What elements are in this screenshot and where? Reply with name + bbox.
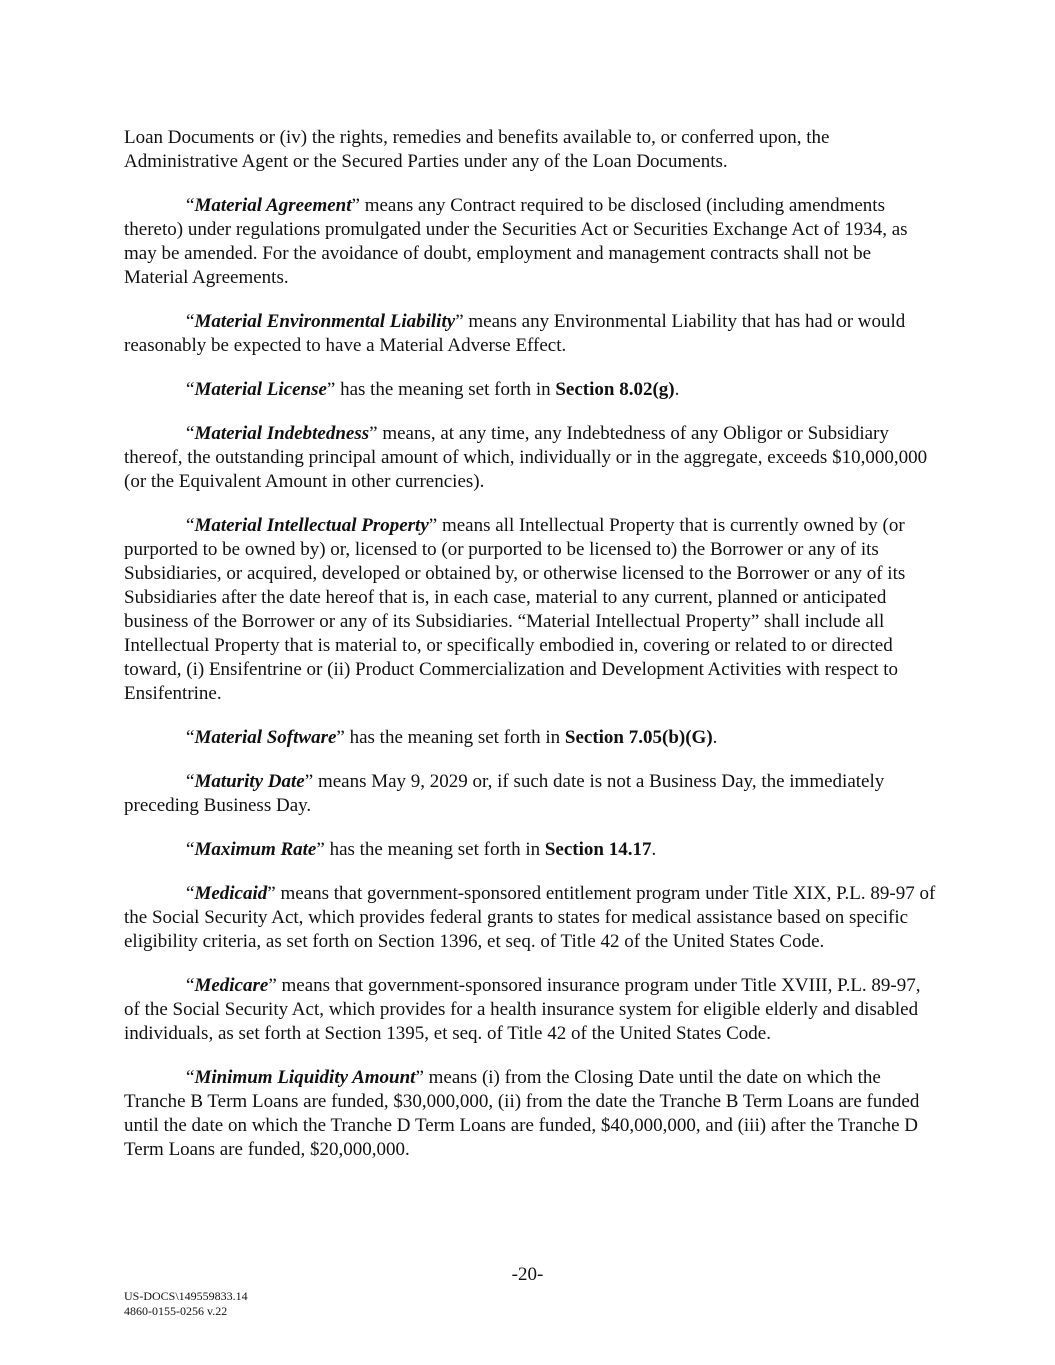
- definition-tail: .: [651, 839, 657, 860]
- close-quote: ”: [455, 311, 464, 332]
- definition-text: means that government-sponsored entitlement program under Title XIX, P.L. 89-97 of the Social Security Act, which provides federal grants to states for medical assistance based on specific eligibility criteria, as set forth on Section 1396, et seq. of Title 42 of the United States Code.: [124, 883, 936, 952]
- definition-text: has the meaning set forth in: [324, 839, 545, 860]
- defined-term: Maximum Rate: [194, 839, 317, 860]
- open-quote: “: [186, 727, 195, 748]
- definition-text: means (i) from the Closing Date until the date on which the Tranche B Term Loans are funded, $30,000,000, (ii) from the date the Tranche B Term Loans are funded until the date on which the Tranche D Term Loans are funded, $40,000,000, and (iii) after the Tranche D Term Loans are funded, $20,000,000.: [124, 1067, 920, 1160]
- definition-text: means that government-sponsored insurance program under Title XVIII, P.L. 89-97, of the Social Security Act, which provides for a health insurance system for eligible elderly and disabled individuals, as set forth at Section 1395, et seq. of Title 42 of the United States Code.: [124, 975, 921, 1044]
- close-quote: ”: [316, 839, 325, 860]
- open-quote: “: [186, 883, 195, 904]
- defined-term: Medicare: [194, 975, 269, 996]
- definition-text: means all Intellectual Property that is currently owned by (or purported to be owned by) or, licensed to (or purported to be licensed to) the Borrower or any of its Subsidiaries, or acquired, developed or obtained by, or otherwise licensed to the Borrower or any of its Subsidiaries after the date hereof that is, in each case, material to any current, planned or anticipated business of the Borrower or any of its Subsidiaries. “Material Intellectual Property” shall include all Intellectual Property that is material to, or specifically embodied in, covering or related to or directed toward, (i) Ensifentrine or (ii) Product Commercialization and Development Activities with respect to Ensifentrine.: [124, 515, 906, 704]
- open-quote: “: [186, 379, 195, 400]
- close-quote: ”: [267, 883, 276, 904]
- definition-text: means any Contract required to be disclosed (including amendments thereto) under regulations promulgated under the Securities Act or Securities Exchange Act of 1934, as may be amended. For the avoidance of doubt, employment and management contracts shall not be Material Agreements.: [124, 195, 908, 288]
- defined-term: Material Agreement: [194, 195, 352, 216]
- definition-medicaid: [124, 882, 936, 954]
- definition-material-agreement: [124, 194, 936, 290]
- close-quote: ”: [415, 1067, 424, 1088]
- defined-term: Medicaid: [194, 883, 268, 904]
- document-body: [124, 126, 936, 1182]
- defined-term: Material Environmental Liability: [194, 311, 456, 332]
- definition-material-intellectual-property: [124, 514, 936, 706]
- open-quote: “: [186, 195, 195, 216]
- open-quote: “: [186, 423, 195, 444]
- open-quote: “: [186, 839, 195, 860]
- definition-material-environmental-liability: [124, 310, 936, 358]
- close-quote: ”: [351, 195, 360, 216]
- definition-minimum-liquidity-amount: [124, 1066, 936, 1162]
- definition-text: has the meaning set forth in: [344, 727, 565, 748]
- close-quote: ”: [369, 423, 378, 444]
- defined-term: Material Indebtedness: [194, 423, 370, 444]
- definition-tail: .: [674, 379, 680, 400]
- close-quote: ”: [268, 975, 277, 996]
- footer-doc-id: US-DOCS\149559833.14: [124, 1289, 248, 1303]
- definition-maturity-date: [124, 770, 936, 818]
- close-quote: ”: [428, 515, 438, 536]
- section-reference: Section 7.05(b)(G): [564, 727, 713, 748]
- definition-tail: .: [712, 727, 718, 748]
- section-reference: Section 14.17: [544, 839, 652, 860]
- defined-term: Minimum Liquidity Amount: [194, 1067, 416, 1088]
- definition-text: means, at any time, any Indebtedness of any Obligor or Subsidiary thereof, the outstanding principal amount of which, individually or in the aggregate, exceeds $10,000,000 (or the Equivalent Amount in other currencies).: [124, 423, 928, 492]
- open-quote: “: [186, 1067, 195, 1088]
- open-quote: “: [186, 515, 195, 536]
- close-quote: ”: [336, 727, 345, 748]
- page-number: -20-: [511, 1264, 544, 1285]
- open-quote: “: [186, 311, 195, 332]
- definition-text: has the meaning set forth in: [335, 379, 556, 400]
- open-quote: “: [186, 975, 195, 996]
- defined-term: Material Software: [194, 727, 337, 748]
- defined-term: Material Intellectual Property: [194, 515, 429, 536]
- continuation-paragraph: Loan Documents or (iv) the rights, remedies and benefits available to, or conferred upon, the Administrative Agent or the Secured Parties under any of the Loan Documents.: [124, 127, 830, 172]
- definition-medicare: [124, 974, 936, 1046]
- close-quote: ”: [326, 379, 336, 400]
- definition-material-indebtedness: [124, 422, 936, 494]
- definition-material-license: [124, 378, 936, 402]
- defined-term: Material License: [194, 379, 327, 400]
- definition-maximum-rate: [124, 838, 936, 862]
- footer-version: 4860-0155-0256 v.22: [124, 1304, 228, 1318]
- definition-text: means any Environmental Liability that has had or would reasonably be expected to have a Material Adverse Effect.: [124, 311, 906, 356]
- section-reference: Section 8.02(g): [555, 379, 675, 400]
- defined-term: Maturity Date: [194, 771, 305, 792]
- document-footer: [124, 1289, 248, 1319]
- definition-text: means May 9, 2029 or, if such date is not a Business Day, the immediately preceding Business Day.: [124, 771, 885, 816]
- open-quote: “: [186, 771, 195, 792]
- definition-material-software: [124, 726, 936, 750]
- close-quote: ”: [304, 771, 314, 792]
